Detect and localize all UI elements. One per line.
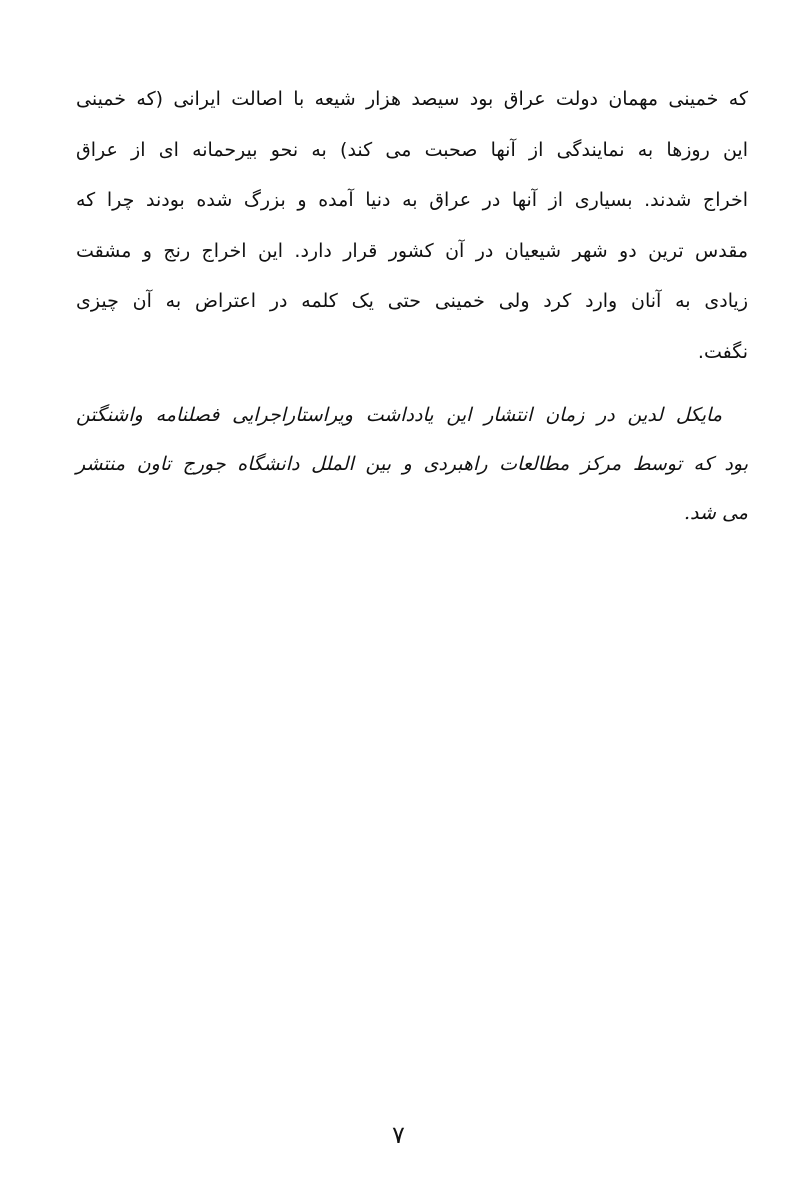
paragraph-line: این روزها به نمایندگی از آنها صحبت می کند) به نحو بیرحمانه ای از عراق: [76, 138, 748, 161]
page-content: [76, 74, 748, 538]
paragraph-line: که خمینی مهمان دولت عراق بود سیصد هزار شیعه با اصالت ایرانی (که خمینی: [76, 88, 748, 110]
page-number: ۷: [392, 1121, 405, 1149]
body-paragraph: [76, 74, 748, 377]
paragraph-line: مقدس ترین دو شهر شیعیان در آن کشور قرار دارد. این اخراج رنج و مشقت: [76, 239, 748, 262]
note-line: مایکل لدین در زمان انتشار این یادداشت ویراستاراجرایی فصلنامه واشنگتن: [76, 404, 722, 426]
author-note-paragraph: [76, 391, 748, 538]
paragraph-line: زیادی به آنان وارد کرد ولی خمینی حتی یک کلمه در اعتراض به آن چیزی: [76, 290, 748, 312]
paragraph-line: نگفت.: [697, 340, 748, 363]
paragraph-line: اخراج شدند. بسیاری از آنها در عراق به دنیا آمده و بزرگ شده بودند چرا که: [76, 189, 748, 211]
note-line: می شد.: [684, 502, 748, 524]
note-line: بود که توسط مرکز مطالعات راهبردی و بین الملل دانشگاه جورج تاون منتشر: [76, 453, 748, 475]
